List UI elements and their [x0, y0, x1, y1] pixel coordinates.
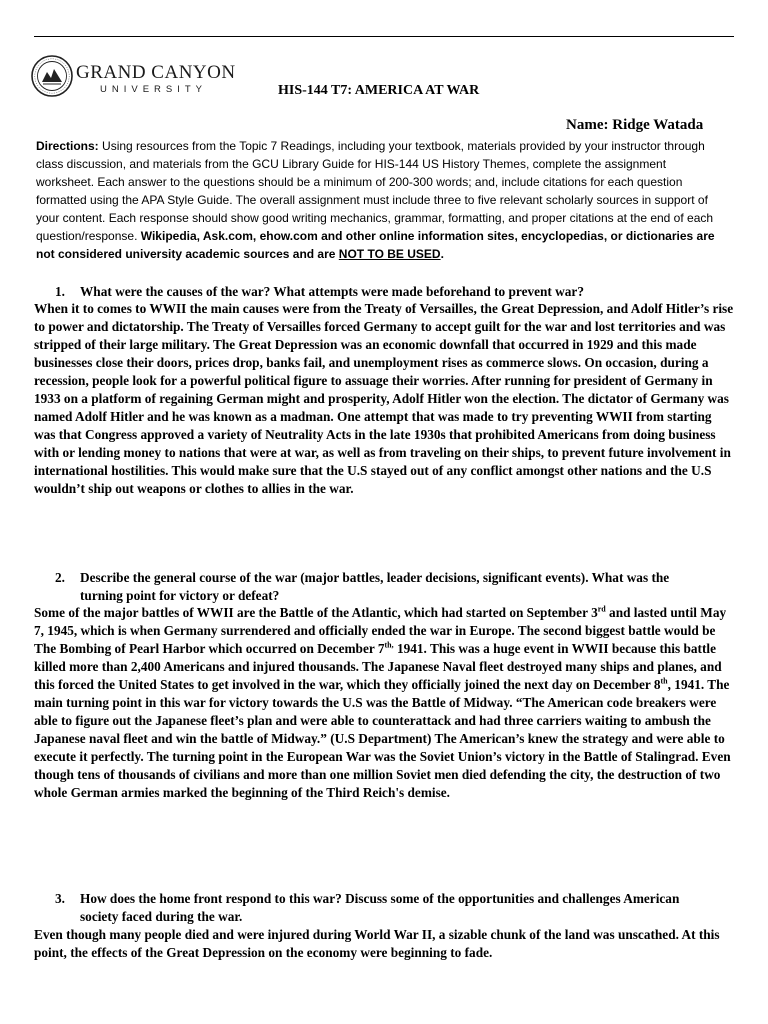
question-2: [55, 569, 715, 604]
question-3-number: 3.: [55, 891, 65, 906]
question-3: [55, 890, 715, 925]
directions-paragraph: [36, 137, 726, 263]
answer-2: [34, 604, 734, 802]
directions-text: Using resources from the Topic 7 Readings, including your textbook, materials provided by your instructor through class discussion, and materials from the GCU Library Guide for HIS-144 US History Themes, complete the assignment worksheet. Each answer to the questions should be a minimum of 200-300 words; and, include citations for each question formatted using the APA Style Guide. The overall assignment must include three to five relevant scholarly sources in support of your content. Each response should show good writing mechanics, grammar, formatting, and proper citations at the end of each question/response.: [36, 139, 714, 243]
answer-3: Even though many people died and were injured during World War II, a sizable chunk of the land was unscathed. At this point, the effects of the Great Depression on the economy were beginning to fade.: [34, 927, 720, 960]
directions-warning: Wikipedia, Ask.com, ehow.com and other online information sites, encyclopedias, or dictionaries are not considered university academic sources and are: [36, 229, 715, 261]
university-logo: [30, 52, 236, 102]
question-1: [55, 283, 715, 301]
answer-2-sup-3: th: [660, 676, 668, 686]
answer-2-part-3: 1941. This was a huge event in WWII because this battle killed more than 2,400 Americans and injured thousands. The Japanese Naval fleet destroyed many ships and planes, and this forced the United States to get involved in the war, which they officially joined the next day on December 8: [34, 641, 722, 692]
question-1-number: 1.: [55, 284, 65, 299]
logo-name: GRAND CANYON: [76, 62, 236, 83]
directions-not-to-be-used: NOT TO BE USED: [338, 247, 441, 261]
document-title: HIS-144 T7: AMERICA AT WAR: [278, 83, 480, 98]
question-3-text: How does the home front respond to this war? Discuss some of the opportunities and challenges American society faced during the war.: [80, 891, 680, 924]
directions-end: .: [440, 247, 444, 261]
directions-label: Directions:: [36, 139, 99, 153]
question-2-number: 2.: [55, 570, 65, 585]
answer-2-part-1: Some of the major battles of WWII are the Battle of the Atlantic, which had started on September 3: [34, 605, 598, 620]
university-seal-icon: [30, 54, 74, 98]
top-rule: [34, 36, 734, 37]
logo-sub: UNIVERSITY: [100, 84, 208, 95]
question-1-text: What were the causes of the war? What attempts were made beforehand to prevent war?: [80, 284, 584, 299]
answer-2-sup-1: rd: [597, 604, 606, 614]
answer-2-sup-2: th,: [384, 640, 394, 650]
answer-1: When it to comes to WWII the main causes were from the Treaty of Versailles, the Great Depression, and Adolf Hitler’s rise to power and dictatorship. The Treaty of Versailles forced Germany to accept guilt for the war and lost territories and was stripped of their large military. The Great Depression was an economic downfall that occurred in 1929 and this made businesses close their doors, prices drop, banks fail, and unemployment rises as commerce slows. On occasion, during a recession, people look for a powerful political figure to assuage their worries. After running for president of Germany in 1933 on a platform of regaining German might and prosperity, Adolf Hitler won the election. The dictator of Germany was named Adolf Hitler and he was known as a madman. One attempt that was made to try preventing WWII from starting was that Congress approved a variety of Neutrality Acts in the late 1930s that prohibited Americans from doing business with or lending money to nations that were at war, as well as from traveling on their ships, to prevent future involvement in international hostilities. This would make sure that the U.S stayed out of any conflict amongst other nations and the U.S wouldn’t ship out weapons or clothes to allies in the war.: [34, 301, 734, 496]
question-2-text: Describe the general course of the war (major battles, leader decisions, significant events). What was the turning point for victory or defeat?: [80, 570, 670, 603]
answer-2-part-2: and lasted until May 7, 1945, which is when Germany surrendered and officially ended the war in Europe. The second biggest battle would be The Bombing of Pearl Harbor which occurred on December 7: [34, 605, 727, 656]
answer-2-part-4: , 1941. The main turning point in this war for victory towards the U.S was the Battle of Midway. “The American code breakers were able to figure out the Japanese fleet’s plan and were able to counterattack and had three carriers waiting to ambush the Japanese naval fleet and win the battle of Midway.” (U.S Department) The American’s knew the strategy and were able to execute it perfectly. The turning point in the European War was the Soviet Union’s victory in the Battle of Stalingrad. Even though tens of thousands of civilians and more than one million Soviet men died defending the city, the destruction of two whole German armies marked the beginning of the Third Reich's demise.: [34, 677, 731, 800]
student-name: Name: Ridge Watada: [566, 117, 704, 133]
